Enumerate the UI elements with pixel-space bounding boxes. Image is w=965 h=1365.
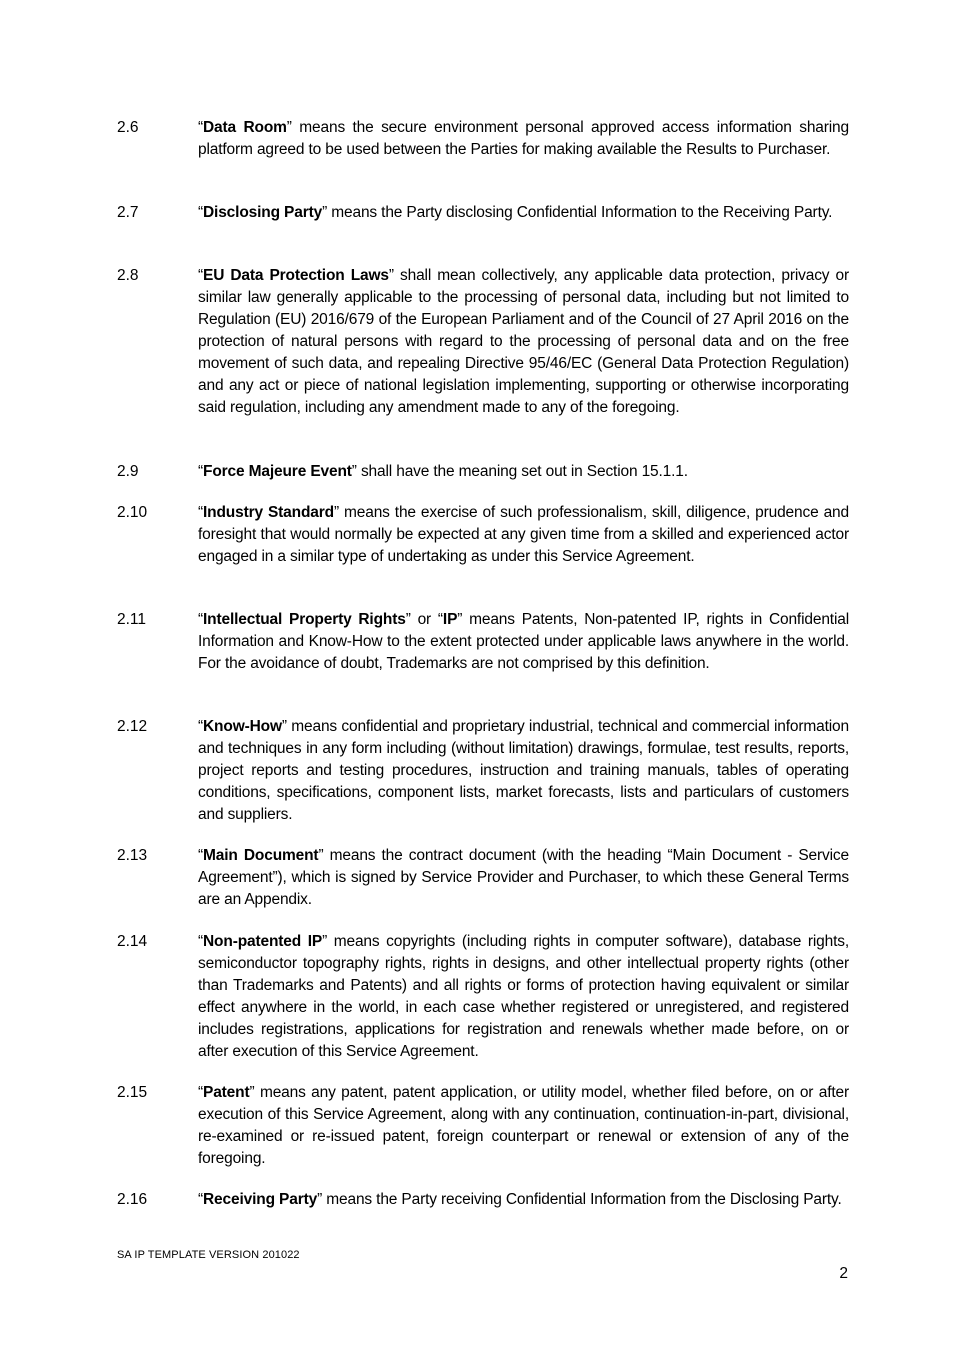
clause-2-8 [117, 265, 849, 419]
definition: means confidential and proprietary industrial, technical and commercial information and techniques in any form including (without limitation) drawings, formulae, test results, reports, project reports and testing procedures, instruction and training manuals, tables of operating conditions, specifications, component lists, market forecasts, lists and particulars of customers and suppliers. [198, 718, 849, 823]
definition: means the secure environment personal approved access information sharing platform agreed to be used between the Parties for making available the Results to Purchaser. [198, 119, 850, 158]
defined-term: Force Majeure Event [203, 463, 352, 480]
clause-text: “Industry Standard” means the exercise of such professionalism, skill, diligence, prudence and foresight that would normally be expected at any given time from a skilled and experienced actor engaged in a similar type of undertaking as under this Service Agreement. [198, 504, 849, 565]
clause-2-11 [117, 609, 849, 675]
definition: means the exercise of such professionalism, skill, diligence, prudence and foresight that would normally be expected at any given time from a skilled and experienced actor engaged in a similar type of undertaking as under this Service Agreement. [198, 504, 849, 565]
defined-term: Disclosing Party [203, 204, 323, 221]
definition-connector: or “ [410, 611, 443, 628]
clause-number: 2.8 [117, 267, 139, 284]
clause-2-7 [117, 202, 849, 224]
clause-text: “Intellectual Property Rights” or “IP” means Patents, Non-patented IP, rights in Confidential Information and Know-How to the extent protected under applicable laws anywhere in the world. For the avoidance of doubt, Trademarks are not comprised by this definition. [198, 611, 850, 672]
defined-term: Know-How [203, 718, 282, 735]
clause-2-9 [117, 461, 849, 483]
definition: shall mean collectively, any applicable data protection, privacy or similar law generally applicable to the processing of personal data, including but not limited to Regulation (EU) 2016/679 of the European Parliament and of the Council of 27 April 2016 on the protection of natural persons with regard to the processing of personal data and on the free movement of such data, and repealing Directive 95/46/EC (General Data Protection Regulation) and any act or piece of national legislation implementing, supporting or otherwise incorporating said regulation, including any amendment made to any of the foregoing. [198, 267, 849, 416]
clause-text: “Data Room” means the secure environment personal approved access information sharing platform agreed to be used between the Parties for making available the Results to Purchaser. [198, 119, 850, 158]
definition: means the contract document (with the heading “Main Document - Service Agreement”), which is signed by Service Provider and Purchaser, to which these General Terms are an Appendix. [198, 847, 849, 908]
clause-2-13 [117, 845, 849, 911]
clause-number: 2.16 [117, 1191, 148, 1208]
clause-number: 2.11 [117, 611, 147, 628]
page-number: 2 [839, 1265, 848, 1282]
defined-term: Intellectual Property Rights [203, 611, 406, 628]
clause-text: “Non-patented IP” means copyrights (including rights in computer software), database rights, semiconductor topography rights, rights in designs, and other intellectual property rights (other than Trademarks and Patents) and all rights or forms of protection having equivalent or similar effect anywhere in the world, in each case whether registered or unregistered, and registered includes registrations, applications for registration and renewals whether made before, on or after execution of this Service Agreement. [198, 933, 849, 1060]
clause-number: 2.9 [117, 463, 139, 480]
definition: means the Party disclosing Confidential Information to the Receiving Party. [327, 204, 833, 221]
clause-text: “Know-How” means confidential and proprietary industrial, technical and commercial information and techniques in any form including (without limitation) drawings, formulae, test results, reports, project reports and testing procedures, instruction and training manuals, tables of operating conditions, specifications, component lists, market forecasts, lists and particulars of customers and suppliers. [198, 718, 849, 823]
clause-text: “Disclosing Party” means the Party disclosing Confidential Information to the Receiving Party. [198, 204, 833, 221]
clause-number: 2.10 [117, 504, 148, 521]
defined-term: Data Room [203, 119, 287, 136]
clause-2-12 [117, 716, 849, 826]
clause-2-15 [117, 1082, 849, 1170]
defined-term: Main Document [203, 847, 319, 864]
clause-text: “Patent” means any patent, patent application, or utility model, whether filed before, on or after execution of this Service Agreement, along with any continuation, continuation-in-part, divisional, re-examined or re-issued patent, foreign counterpart or renewal or extension of any of the foregoing. [198, 1084, 849, 1167]
defined-term: Non-patented IP [203, 933, 323, 950]
clause-2-10 [117, 502, 849, 568]
defined-term-abbrev: IP [442, 611, 458, 628]
clause-number: 2.7 [117, 204, 139, 221]
clause-2-6 [117, 117, 849, 161]
clause-text: “Main Document” means the contract document (with the heading “Main Document - Service Agreement”), which is signed by Service Provider and Purchaser, to which these General Terms are an Appendix. [198, 847, 849, 908]
definition: means copyrights (including rights in computer software), database rights, semiconductor topography rights, rights in designs, and other intellectual property rights (other than Trademarks and Patents) and all rights or forms of protection having equivalent or similar effect anywhere in the world, in each case whether registered or unregistered, and registered includes registrations, applications for registration and renewals whether made before, on or after execution of this Service Agreement. [198, 933, 849, 1060]
defined-term: Receiving Party [203, 1191, 318, 1208]
definition: means the Party receiving Confidential Information from the Disclosing Party. [322, 1191, 842, 1208]
definition: ” means Patents, Non-patented IP, rights in Confidential Information and Know-How to the extent protected under applicable laws anywhere in the world. For the avoidance of doubt, Trademarks are not comprised by this definition. [198, 611, 850, 672]
defined-term: EU Data Protection Laws [203, 267, 389, 284]
clause-number: 2.13 [117, 847, 148, 864]
clause-number: 2.15 [117, 1084, 148, 1101]
clause-text: “Force Majeure Event” shall have the meaning set out in Section 15.1.1. [198, 463, 688, 480]
clause-2-14 [117, 931, 849, 1063]
clause-number: 2.6 [117, 119, 139, 136]
clause-number: 2.14 [117, 933, 148, 950]
definition: shall have the meaning set out in Section 15.1.1. [356, 463, 688, 480]
clause-number: 2.12 [117, 718, 148, 735]
clause-2-16 [117, 1189, 849, 1211]
clause-text: “EU Data Protection Laws” shall mean collectively, any applicable data protection, privacy or similar law generally applicable to the processing of personal data, including but not limited to Regulation (EU) 2016/679 of the European Parliament and of the Council of 27 April 2016 on the protection of natural persons with regard to the processing of personal data and on the free movement of such data, and repealing Directive 95/46/EC (General Data Protection Regulation) and any act or piece of national legislation implementing, supporting or otherwise incorporating said regulation, including any amendment made to any of the foregoing. [198, 267, 849, 416]
defined-term: Patent [203, 1084, 250, 1101]
footer-template-version: SA IP TEMPLATE VERSION 201022 [117, 1249, 300, 1261]
clause-text: “Receiving Party” means the Party receiving Confidential Information from the Disclosing Party. [198, 1191, 842, 1208]
defined-term: Industry Standard [203, 504, 334, 521]
definition: means any patent, patent application, or utility model, whether filed before, on or after execution of this Service Agreement, along with any continuation, continuation-in-part, divisional, re-examined or re-issued patent, foreign counterpart or renewal or extension of any of the foregoing. [198, 1084, 849, 1167]
